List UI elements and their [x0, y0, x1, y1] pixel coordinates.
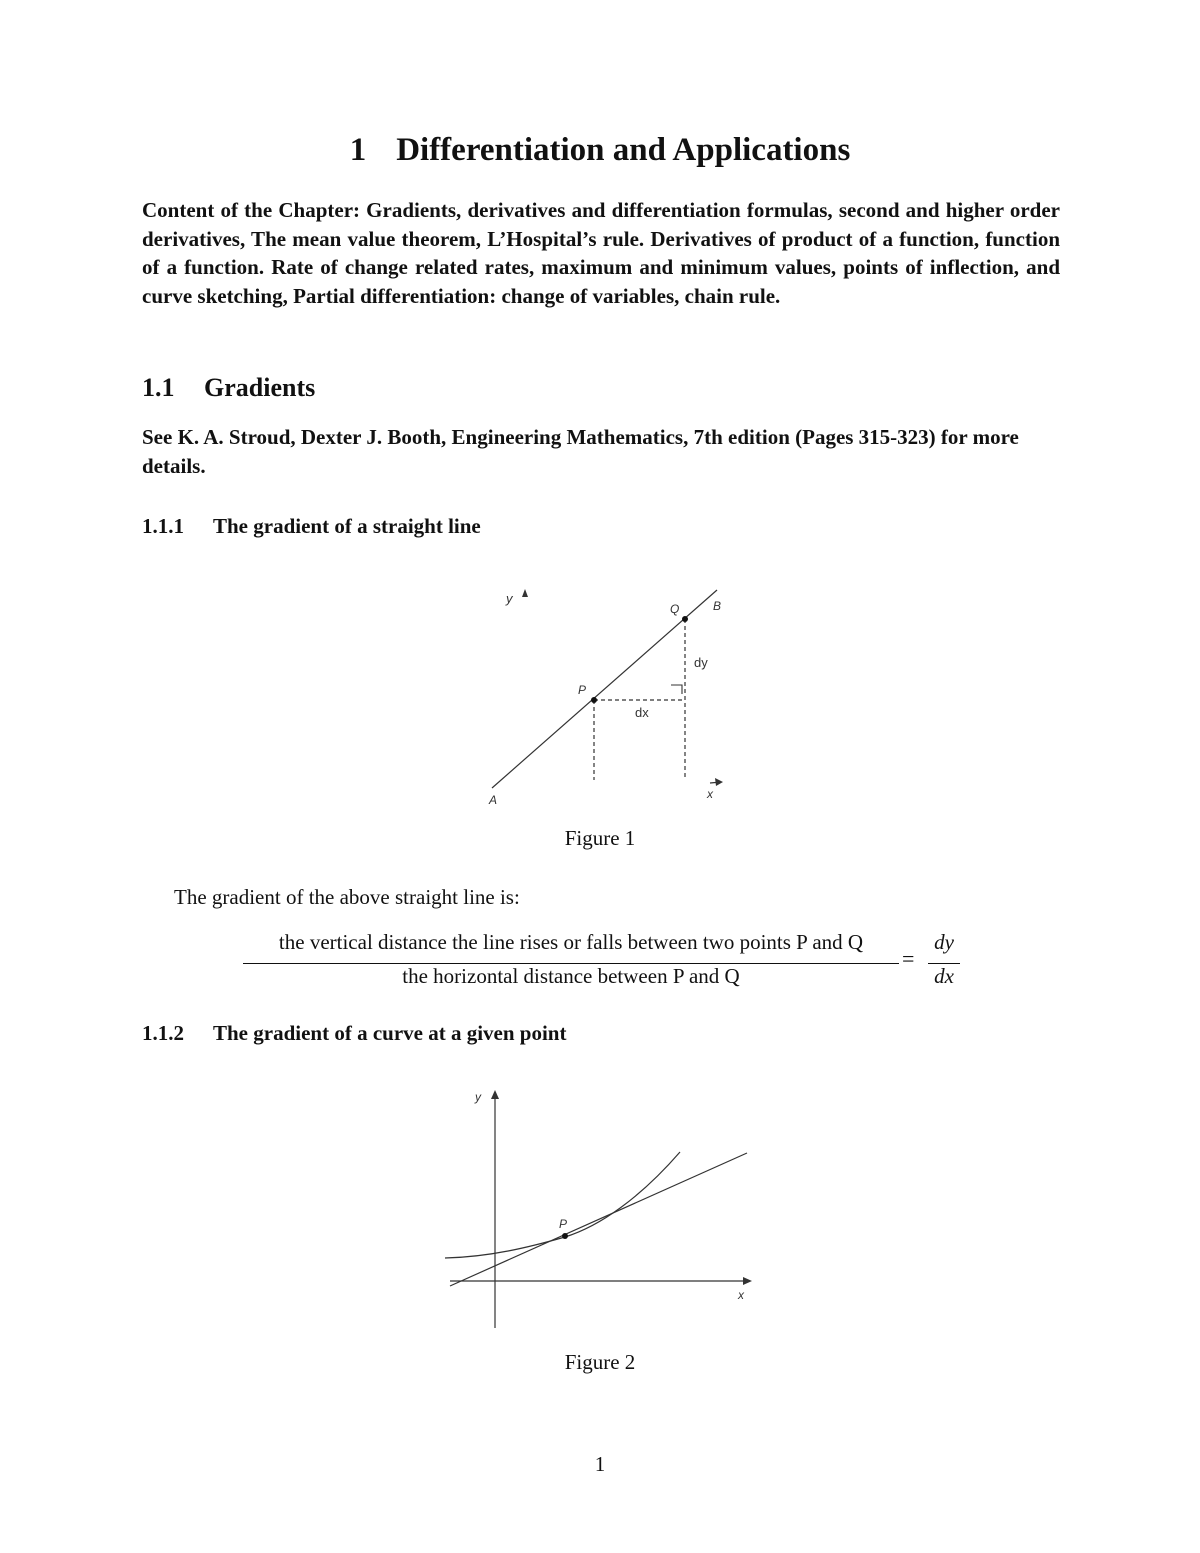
section-heading — [142, 373, 315, 403]
y-axis-label: y — [475, 1090, 481, 1104]
curve — [445, 1152, 680, 1258]
right-angle-mark — [671, 685, 682, 694]
point-q — [682, 616, 688, 622]
subsection-number-1: 1.1.1 — [142, 514, 184, 538]
formula-dy: dy — [934, 930, 954, 954]
subsection-heading-1 — [142, 514, 481, 539]
figure-2-curve-tangent-diagram — [440, 1085, 760, 1335]
label-x: x — [707, 787, 713, 801]
label-a: A — [489, 793, 498, 807]
chapter-content-summary: Content of the Chapter: Gradients, derivatives and differentiation formulas, second and higher order derivatives, The mean value theorem, L’Hospital’s rule. Derivatives of product of a function, function of a function. Rate of change related rates, maximum and minimum values, points of inflection, and curve sketching, Partial differentiation: change of variables, chain rule. — [142, 198, 1060, 308]
figure-1-caption: Figure 1 — [564, 826, 636, 850]
subsection-heading-2 — [142, 1021, 566, 1046]
formula-equals-sign: = — [902, 946, 915, 971]
subsection-number-2: 1.1.2 — [142, 1021, 184, 1045]
figure-2-caption: Figure 2 — [564, 1350, 636, 1374]
y-axis-arrowhead — [522, 589, 528, 597]
x-axis-arrowhead — [715, 778, 723, 786]
formula-numerator: the vertical distance the line rises or falls between two points P and Q — [278, 930, 864, 954]
point-p — [591, 697, 597, 703]
chapter-title — [0, 132, 1200, 169]
section-number: 1.1 — [142, 373, 175, 402]
label-b: B — [713, 599, 722, 613]
page-number: 1 — [594, 1452, 606, 1476]
chapter-title-text: Differentiation and Applications — [396, 132, 851, 168]
label-q: Q — [670, 602, 680, 616]
reference-note: See K. A. Stroud, Dexter J. Booth, Engineering Mathematics, 7th edition (Pages 315-323) for more details. — [142, 425, 1019, 478]
label-dy: dy — [694, 655, 708, 670]
subsection-title-1: The gradient of a straight line — [213, 514, 481, 538]
formula-dx: dx — [934, 964, 954, 988]
label-dx: dx — [635, 705, 649, 720]
section-title: Gradients — [204, 373, 316, 402]
x-axis-label: x — [738, 1288, 744, 1302]
subsection-title-2: The gradient of a curve at a given point — [213, 1021, 567, 1045]
chapter-number: 1 — [349, 132, 367, 168]
figure-1-straight-line-diagram — [470, 575, 740, 810]
point-p — [562, 1233, 568, 1239]
label-p: P — [559, 1217, 568, 1231]
y-axis-arrowhead — [491, 1090, 499, 1099]
x-axis-arrowhead — [743, 1277, 752, 1285]
label-p: P — [578, 683, 587, 697]
y-axis-label: y — [506, 591, 513, 606]
formula-denominator: the horizontal distance between P and Q — [402, 964, 740, 988]
gradient-intro-text: The gradient of the above straight line is: — [174, 885, 520, 909]
